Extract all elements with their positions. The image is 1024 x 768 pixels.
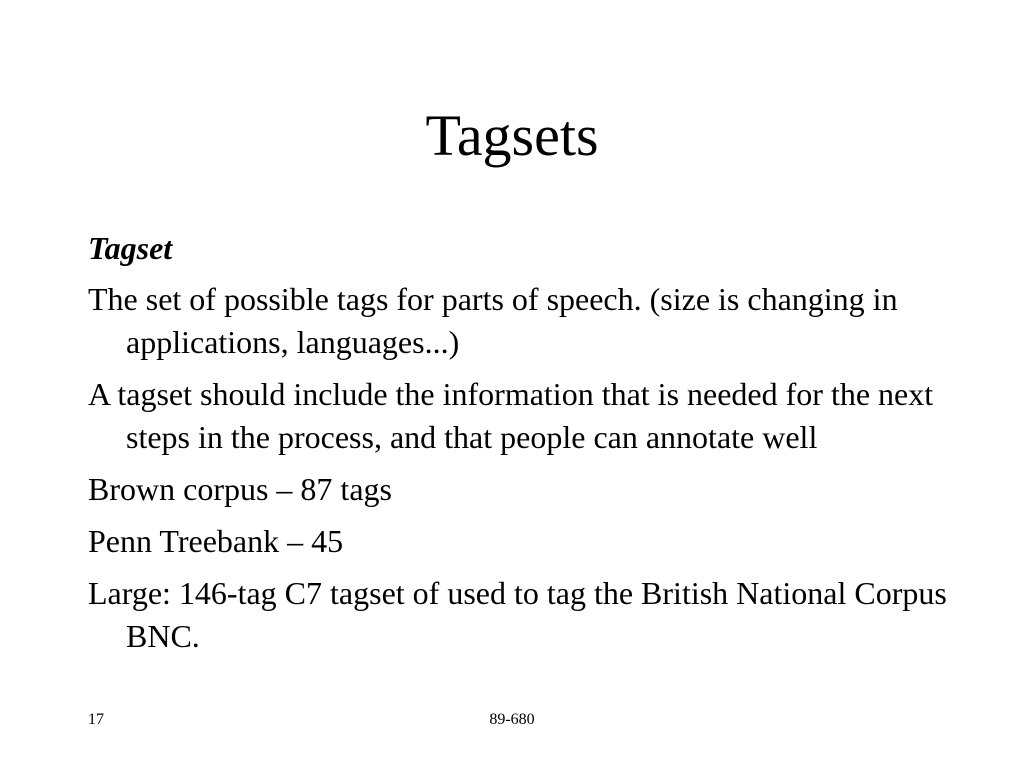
brown-corpus-line: Brown corpus – 87 tags [88, 471, 392, 507]
penn-treebank-line: Penn Treebank – 45 [88, 523, 344, 559]
course-code: 89-680 [489, 711, 535, 728]
slide-body [88, 227, 948, 667]
term-heading: Tagset [88, 230, 173, 266]
definition-paragraph: The set of possible tags for parts of speech. (size is changing in applications, languages...) [88, 281, 898, 360]
c7-tagset-line: Large: 146-tag C7 tagset of used to tag the British National Corpus BNC. [88, 575, 947, 654]
slide-title: Tagsets [425, 103, 599, 168]
slide-number: 17 [88, 711, 104, 728]
requirement-paragraph: A tagset should include the information that is needed for the next steps in the process, and that people can annotate well [88, 376, 934, 455]
